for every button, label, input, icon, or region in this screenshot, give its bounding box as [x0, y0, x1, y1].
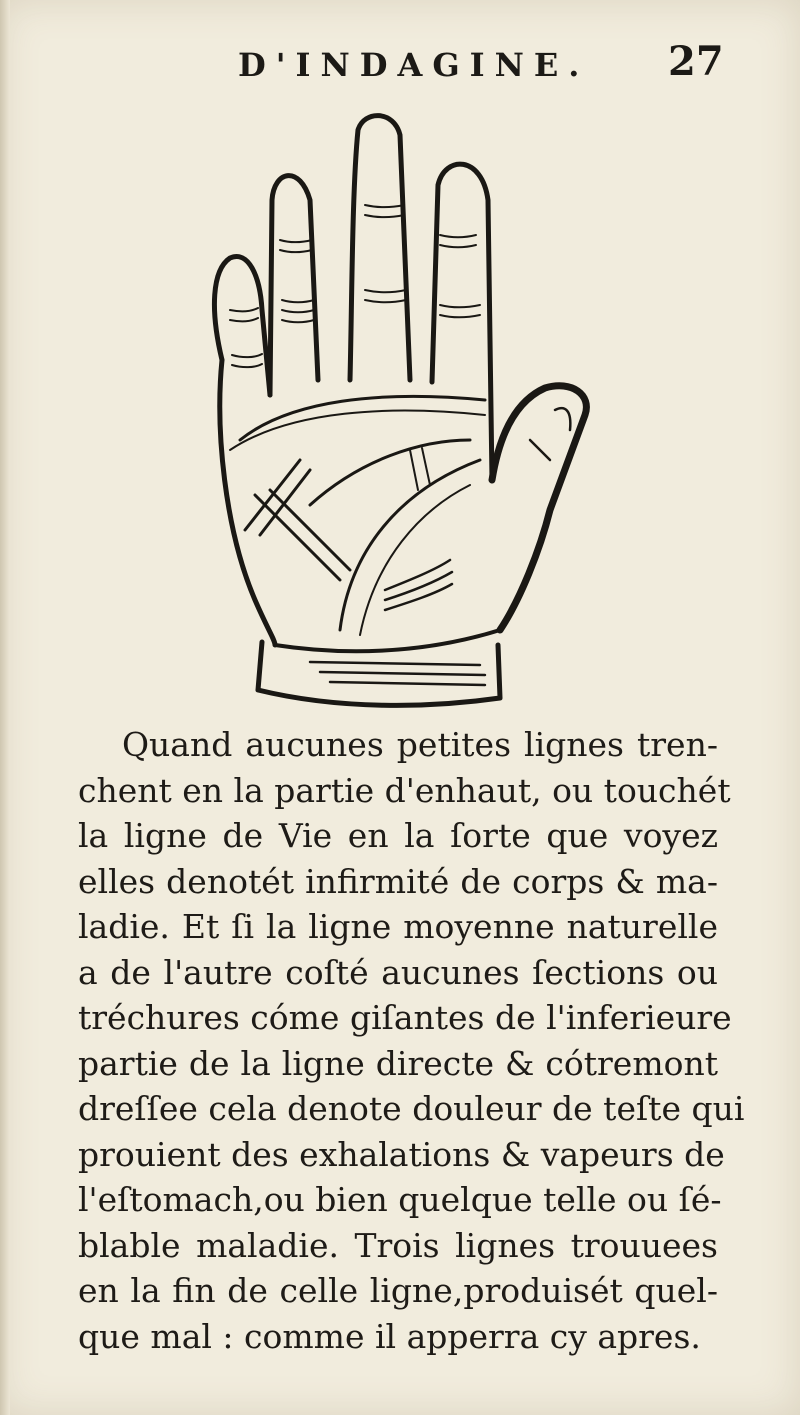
palmistry-hand-icon	[200, 110, 600, 710]
text-line: Quand aucunes petites lignes tren-	[122, 725, 718, 764]
text-line: blable maladie. Trois lignes trouuees	[78, 1225, 718, 1265]
text-line: tréchures cóme giſantes de l'inferieure	[78, 998, 732, 1037]
text-line: a de l'autre coſté aucunes ſections ou	[78, 952, 718, 992]
text-line: prouient des exhalations & vapeurs de	[78, 1134, 725, 1174]
running-head: D'INDAGINE.	[238, 46, 590, 84]
text-line: la ligne de Vie en la ſorte que voyez	[78, 816, 718, 855]
text-line: l'eſtomach,ou bien quelque telle ou ſé-	[78, 1180, 722, 1219]
text-line: en la fin de celle ligne,produisét quel-	[78, 1271, 718, 1310]
page-number: 27	[668, 38, 724, 85]
text-line: ladie. Et ſi la ligne moyenne naturelle	[78, 907, 718, 946]
text-line: que mal : comme il apperra cy apres.	[78, 1316, 701, 1356]
text-line: dreſſee cela denote douleur de teſte qui	[78, 1089, 745, 1128]
text-line: partie de la ligne directe & cótremont	[78, 1043, 718, 1083]
page-gutter-edge	[0, 0, 10, 1415]
main-paragraph	[78, 722, 745, 1359]
text-line: chent en la partie d'enhaut, ou touchét	[78, 770, 731, 810]
text-line: elles denotét infirmité de corps & ma-	[78, 861, 718, 901]
